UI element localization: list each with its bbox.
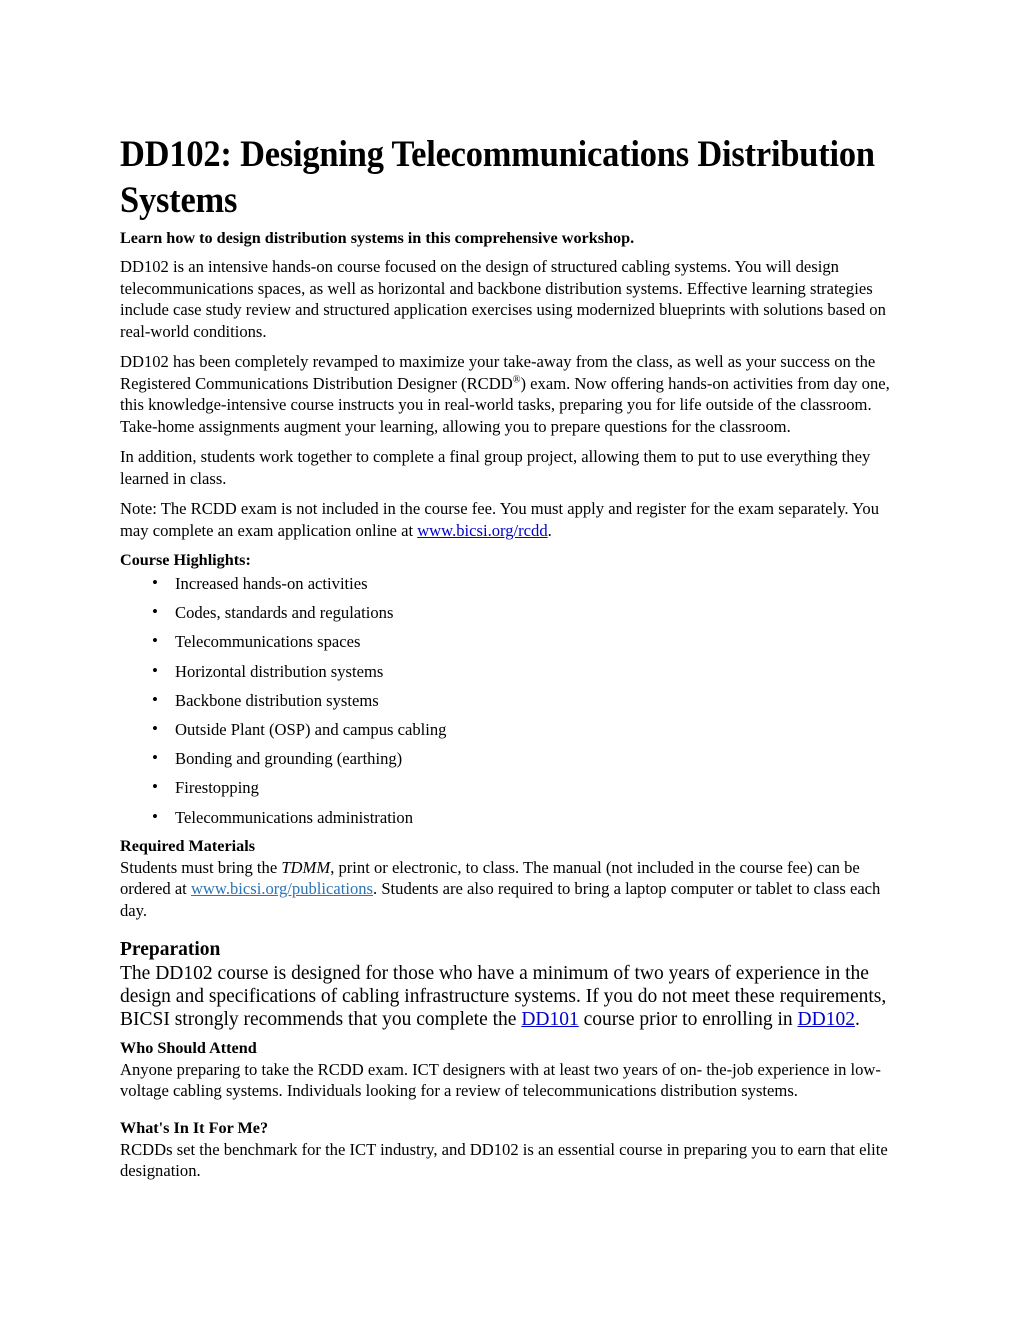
bicsi-rcdd-link[interactable]: www.bicsi.org/rcdd (417, 520, 548, 540)
list-item-label: Telecommunications spaces (175, 632, 361, 652)
document-subtitle: Learn how to design distribution systems in this comprehensive workshop. (120, 229, 635, 247)
exam-note-paragraph (120, 498, 905, 541)
list-item (120, 777, 905, 798)
course-highlights-label: Course Highlights: (120, 551, 251, 569)
list-item-label: Increased hands-on activities (175, 574, 368, 593)
bullet-icon: • (152, 631, 158, 651)
list-item-label: Horizontal distribution systems (175, 661, 384, 681)
preparation-paragraph (120, 963, 905, 1031)
required-materials-text-2: , print or electronic, to class. The manual (not included in the course fee) can be ordered at (120, 857, 860, 899)
required-materials-text-3: . Students are also required to bring a laptop computer or tablet to class each day. (120, 879, 881, 920)
bullet-icon: • (152, 806, 158, 826)
bullet-icon: • (152, 602, 158, 622)
list-item-label: Bonding and grounding (earthing) (175, 749, 403, 769)
required-materials-paragraph (120, 857, 905, 922)
who-should-attend-heading: Who Should Attend (120, 1038, 257, 1057)
required-materials-heading: Required Materials (120, 836, 256, 855)
list-item-label: Firestopping (175, 778, 259, 798)
intro-paragraph-1: DD102 is an intensive hands-on course focused on the design of structured cabling systems. You will design telecommunications spaces, as well as horizontal and backbone distribution systems. Effective learning strategies include case study review and structured application exercises using modernized blueprints with solutions based on real-world conditions. (120, 257, 886, 341)
list-item (120, 602, 905, 623)
list-item (120, 719, 905, 740)
preparation-text-1: The DD102 course is designed for those who have a minimum of two years of experience in the design and specifications of cabling infrastructure systems. If you do not meet these requirements, BICSI strongly recommends that you complete the (120, 963, 887, 1030)
list-item (120, 631, 905, 652)
exam-note-text-2: . (547, 520, 552, 540)
bicsi-publications-link[interactable]: www.bicsi.org/publications (190, 879, 374, 899)
list-item (120, 690, 905, 711)
intro-paragraph-2-part-1: DD102 has been completely revamped to maximize your take-away from the class, as well as your success on the Registered Communications Distribution Designer (RCDD (120, 352, 876, 393)
list-item-label: Backbone distribution systems (175, 690, 379, 710)
intro-paragraph-2 (120, 351, 905, 437)
list-item-label: Outside Plant (OSP) and campus cabling (175, 719, 447, 739)
list-item (120, 807, 905, 828)
tdmm-manual-name: TDMM (281, 857, 331, 877)
intro-paragraph-2-part-2: ) exam. Now offering hands-on activities from day one, this knowledge-intensive course instructs you in real-world tasks, preparing you for life outside of the classroom. Take-home assignments augment your learning, allowing you to prepare questions for the classroom. (120, 373, 890, 436)
dd101-course-link[interactable]: DD101 (521, 1008, 579, 1030)
preparation-text-3: . (854, 1008, 860, 1030)
bullet-icon: • (152, 689, 158, 709)
whats-in-it-for-me-paragraph: RCDDs set the benchmark for the ICT industry, and DD102 is an essential course in preparing you to earn that elite designation. (120, 1139, 888, 1181)
required-materials-text-1: Students must bring the (120, 857, 282, 877)
preparation-text-2: course prior to enrolling in (578, 1008, 798, 1030)
list-item-label: Telecommunications administration (175, 807, 414, 827)
intro-paragraph-3: In addition, students work together to complete a final group project, allowing them to put to use everything they learned in class. (120, 447, 871, 488)
dd102-course-link[interactable]: DD102 (797, 1008, 855, 1030)
bullet-icon: • (152, 777, 158, 797)
list-item (120, 748, 905, 769)
bullet-icon: • (152, 718, 158, 738)
list-item-label: Codes, standards and regulations (175, 603, 394, 623)
section-spacer (120, 930, 905, 937)
exam-note-text-1: Note: The RCDD exam is not included in the course fee. You must apply and register for the exam separately. You may complete an exam application online at (120, 499, 880, 540)
bullet-icon: • (152, 573, 158, 592)
section-spacer (120, 1111, 905, 1118)
preparation-heading: Preparation (120, 939, 221, 961)
bullet-icon: • (152, 660, 158, 680)
page-title: DD102: Designing Telecommunications Distribution Systems (120, 134, 875, 221)
course-highlights-list (120, 573, 905, 828)
list-item (120, 661, 905, 682)
registered-mark: ® (512, 373, 521, 385)
whats-in-it-for-me-heading: What's In It For Me? (120, 1118, 269, 1137)
who-should-attend-paragraph: Anyone preparing to take the RCDD exam. ICT designers with at least two years of on- the-job experience in low-voltage cabling systems. Individuals looking for a review of telecommunications distribution systems. (120, 1059, 881, 1101)
list-item (120, 573, 905, 594)
bullet-icon: • (152, 748, 158, 768)
